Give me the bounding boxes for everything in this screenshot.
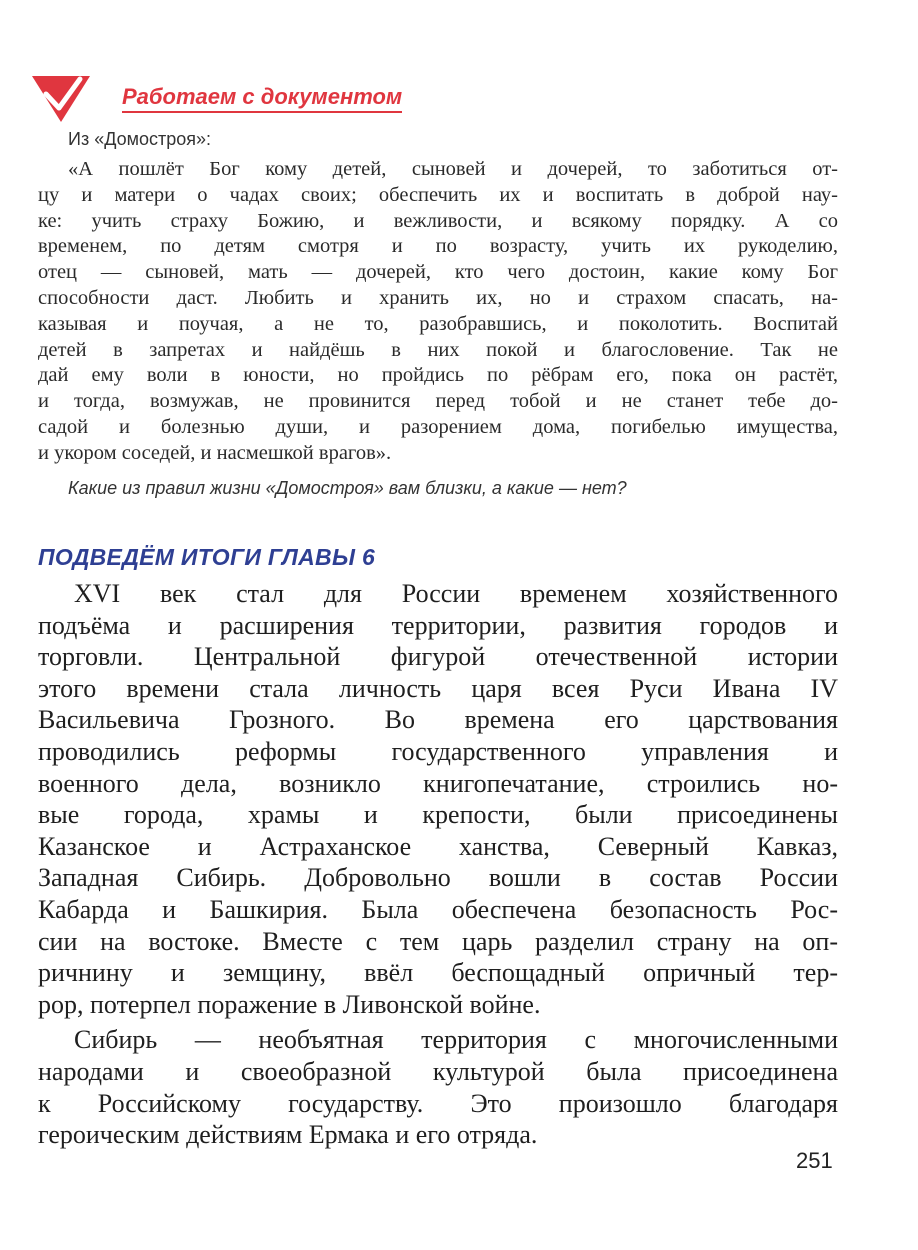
quote-line: цу и матери о чадах своих; обеспечить их и воспитать в доброй нау- bbox=[38, 183, 838, 206]
summary-line: Васильевича Грозного. Во времена его царствования bbox=[38, 705, 838, 735]
summary-line: героическим действиям Ермака и его отряда. bbox=[38, 1120, 538, 1150]
summary-line: этого времени стала личность царя всея Руси Ивана IV bbox=[38, 673, 838, 703]
quote-line: «А пошлёт Бог кому детей, сыновей и дочерей, то заботиться от- bbox=[68, 158, 838, 180]
quote-line: дай ему воли в юности, но пройдись по рёбрам его, пока он растёт, bbox=[38, 364, 838, 387]
summary-line: подъёма и расширения территории, развития городов и bbox=[38, 610, 838, 640]
summary-line: Сибирь — необъятная территория с многочисленными bbox=[74, 1025, 838, 1055]
summary-paragraph-1 bbox=[38, 578, 838, 1020]
summary-line: Западная Сибирь. Добровольно вошли в состав России bbox=[38, 863, 838, 893]
summary-line: вые города, храмы и крепости, были присоединены bbox=[38, 800, 838, 830]
summary-line: Кабарда и Башкирия. Была обеспечена безопасность Рос- bbox=[38, 894, 838, 924]
summary-paragraph-2 bbox=[38, 1024, 838, 1150]
quote-line: детей в запретах и найдёшь в них покой и благословение. Так не bbox=[38, 338, 838, 361]
summary-line: народами и своеобразной культурой была присоединена bbox=[38, 1056, 838, 1086]
quote-line: способности даст. Любить и хранить их, но и страхом спасать, на- bbox=[38, 286, 838, 309]
summary-line: рор, потерпел поражение в Ливонской войне. bbox=[38, 989, 541, 1019]
document-source-label: Из «Домостроя»: bbox=[68, 129, 212, 149]
summary-line: сии на востоке. Вместе с тем царь разделил страну на оп- bbox=[38, 926, 838, 956]
summary-line: к Российскому государству. Это произошло благодаря bbox=[38, 1088, 838, 1118]
quote-line: временем, по детям смотря и по возрасту, учить их рукоделию, bbox=[38, 235, 838, 258]
summary-line: XVI век стал для России временем хозяйственного bbox=[74, 579, 838, 608]
summary-line: Казанское и Астраханское ханства, Северный Кавказ, bbox=[38, 831, 838, 861]
summary-line: ричнину и земщину, ввёл беспощадный опричный тер- bbox=[38, 958, 838, 988]
chapter-summary-text bbox=[38, 578, 838, 1151]
quote-line: ке: учить страху Божию, и вежливости, и всякому порядку. А со bbox=[38, 209, 838, 232]
quote-line: казывая и поучая, а не то, разобравшись, и поколотить. Воспитай bbox=[38, 312, 838, 335]
summary-line: проводились реформы государственного управления и bbox=[38, 736, 838, 766]
document-section-header bbox=[32, 74, 492, 124]
chapter-summary-title: ПОДВЕДЁМ ИТОГИ ГЛАВЫ 6 bbox=[38, 544, 376, 570]
quote-line: садой и болезнью души, и разорением дома, погибелью имущества, bbox=[38, 415, 838, 438]
quote-line: и укором соседей, и насмешкой врагов». bbox=[38, 441, 392, 464]
page-number: 251 bbox=[796, 1148, 833, 1173]
domostroy-quote bbox=[38, 157, 838, 467]
quote-line: отец — сыновей, мать — дочерей, кто чего достоин, какие кому Бог bbox=[38, 261, 838, 284]
document-section-title: Работаем с документом bbox=[122, 84, 402, 113]
check-triangle-icon bbox=[32, 74, 90, 124]
quote-line: и тогда, возмужав, не провинится перед тобой и не станет тебе до- bbox=[38, 390, 838, 413]
summary-line: торговли. Центральной фигурой отечественной истории bbox=[38, 642, 838, 672]
summary-line: военного дела, возникло книгопечатание, строились но- bbox=[38, 768, 838, 798]
document-question: Какие из правил жизни «Домостроя» вам близки, а какие — нет? bbox=[68, 478, 627, 498]
